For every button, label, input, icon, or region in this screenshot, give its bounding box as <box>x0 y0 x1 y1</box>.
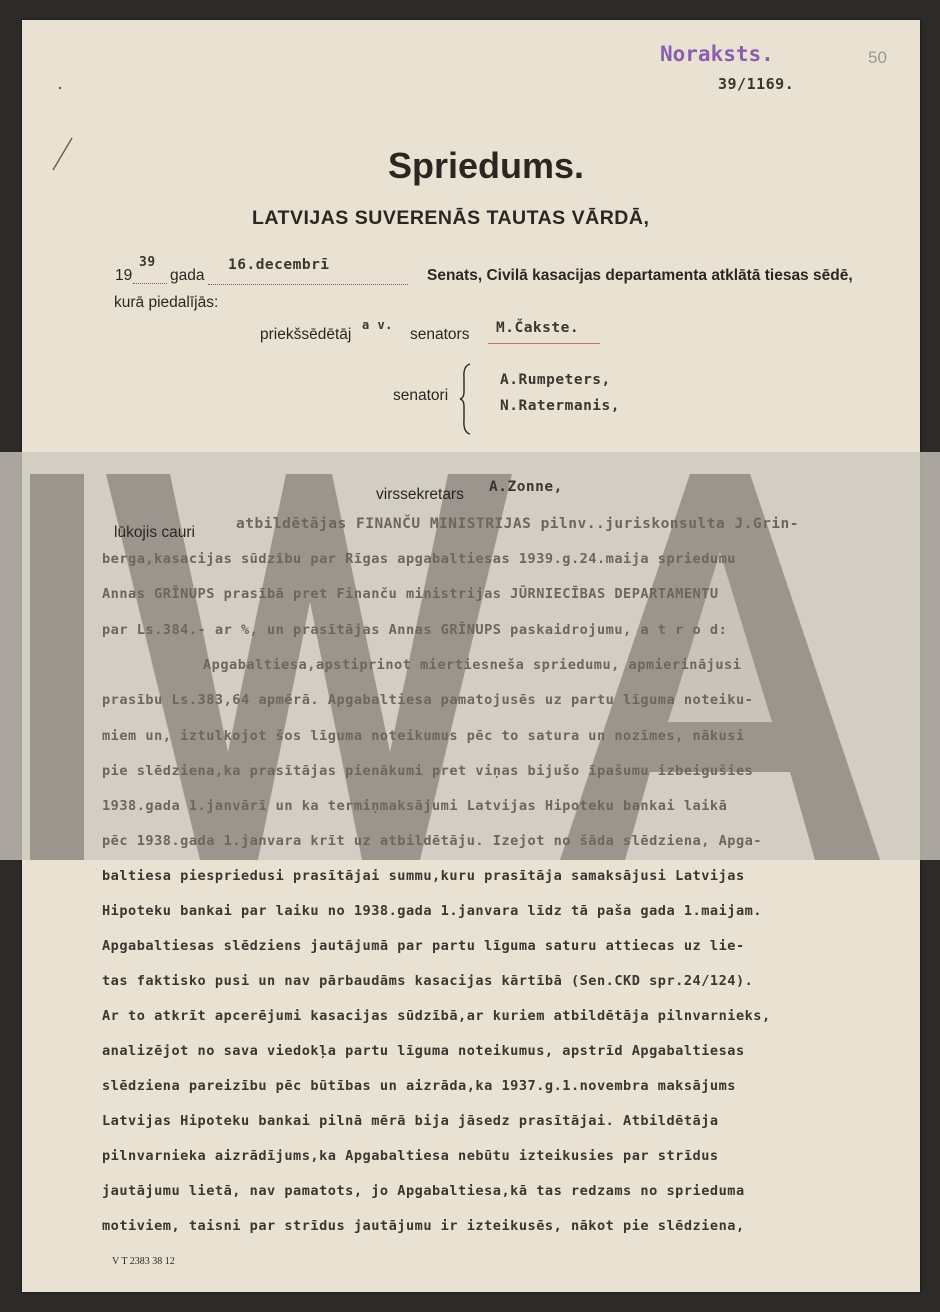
body-line: pie slēdziena,ka prasītājas pienākumi pret viņas bijušo īpašumu izbeigušies <box>102 763 754 779</box>
document-title: Spriedums. <box>388 145 585 186</box>
body-line: Apgabaltiesas slēdziens jautājumā par partu līguma saturu attiecas uz lie- <box>102 938 745 954</box>
body-line: slēdziena pareizību pēc būtības un aizrāda,ka 1937.g.1.novembra maksājums <box>102 1078 736 1094</box>
chair-label: priekšsēdētāj <box>260 326 352 343</box>
copy-stamp: Noraksts. <box>660 42 774 66</box>
senator-2: N.Ratermanis, <box>500 398 620 414</box>
secretary-label: virssekretars <box>376 486 464 503</box>
body-line: tas faktisko pusi un nav pārbaudāms kasacijas kārtībā (Sen.CKD spr.24/124). <box>102 973 754 989</box>
body-line: pilnvarnieka aizrādījums,ka Apgabaltiesa nebūtu izteikusies par strīdus <box>102 1148 719 1164</box>
body-line: berga,kasacijas sūdzību par Rīgas apgabaltiesas 1939.g.24.maija spriedumu <box>102 551 736 567</box>
body-line: miem un, iztulkojot šos līguma noteikumus pēc to satura un nozīmes, nākusi <box>102 728 745 744</box>
court-name: Senats, Civilā kasacijas departamenta atklātā tiesas sēdē, <box>427 267 853 284</box>
senator-1: A.Rumpeters, <box>500 372 611 388</box>
body-line: Latvijas Hipoteku bankai pilnā mērā bija jāsedz prasītājai. Atbildētāja <box>102 1113 719 1129</box>
pencil-marks <box>50 60 90 180</box>
year-field <box>133 269 167 284</box>
chair-underline <box>488 343 600 344</box>
chair-ending: a v. <box>362 318 393 332</box>
chair-name: M.Čakste. <box>496 320 580 336</box>
body-line: atbildētājas FINANČU MINISTRIJAS pilnv..juriskonsulta J.Grin- <box>236 516 800 532</box>
body-line: Apgabaltiesa,apstiprinot miertiesneša spriedumu, apmierinājusi <box>203 657 742 673</box>
body-line: analizējot no sava viedokļa partu līguma noteikumus, apstrīd Apgabaltiesas <box>102 1043 745 1059</box>
body-line: 1938.gada 1.janvārī un ka termiņmaksājumi Latvijas Hipoteku bankai laikā <box>102 798 728 814</box>
body-line: Annas GRĪNUPS prasībā pret Finanču ministrijas JŪRNIECĪBAS DEPARTAMENTU <box>102 586 719 602</box>
form-code: V T 2383 38 12 <box>112 1256 175 1267</box>
year-prefix: 19 <box>115 267 133 284</box>
senators-brace <box>458 362 474 436</box>
reviewed-label: lūkojis cauri <box>114 524 195 541</box>
body-line: baltiesa piespriedusi prasītājai summu,kuru prasītāja samaksājusi Latvijas <box>102 868 745 884</box>
document-subtitle: LATVIJAS SUVERENĀS TAUTAS VĀRDĀ, <box>252 207 650 229</box>
body-line: jautājumu lietā, nav pamatots, jo Apgabaltiesa,kā tas redzams no sprieduma <box>102 1183 745 1199</box>
body-line: motiviem, taisni par strīdus jautājumu ir izteikusēs, nākot pie slēdziena, <box>102 1218 745 1234</box>
page-number: 50 <box>868 48 887 67</box>
body-line: prasību Ls.383,64 apmērā. Apgabaltiesa pamatojusēs uz partu līguma noteiku- <box>102 692 754 708</box>
body-line: Hipoteku bankai par laiku no 1938.gada 1.janvara līdz tā paša gada 1.maijam. <box>102 903 762 919</box>
senator-label: senators <box>410 326 470 343</box>
document-number: 39/1169. <box>718 75 795 93</box>
senators-label: senatori <box>393 387 449 404</box>
participants-label: kurā piedalījās: <box>114 294 219 311</box>
decision-date: 16.decembrī <box>228 257 330 273</box>
gada-label: gada <box>170 267 205 284</box>
body-line: par Ls.384.- ar %, un prasītājas Annas GRĪNUPS paskaidrojumu, a t r o d: <box>102 622 728 638</box>
year-suffix: 39 <box>139 255 156 270</box>
secretary-name: A.Zonne, <box>489 479 563 495</box>
body-line: pēc 1938.gada 1.janvara krīt uz atbildētāju. Izejot no šāda slēdziena, Apga- <box>102 833 762 849</box>
body-line: Ar to atkrīt apcerējumi kasacijas sūdzībā,ar kuriem atbildētāja pilnvarnieks, <box>102 1008 771 1024</box>
